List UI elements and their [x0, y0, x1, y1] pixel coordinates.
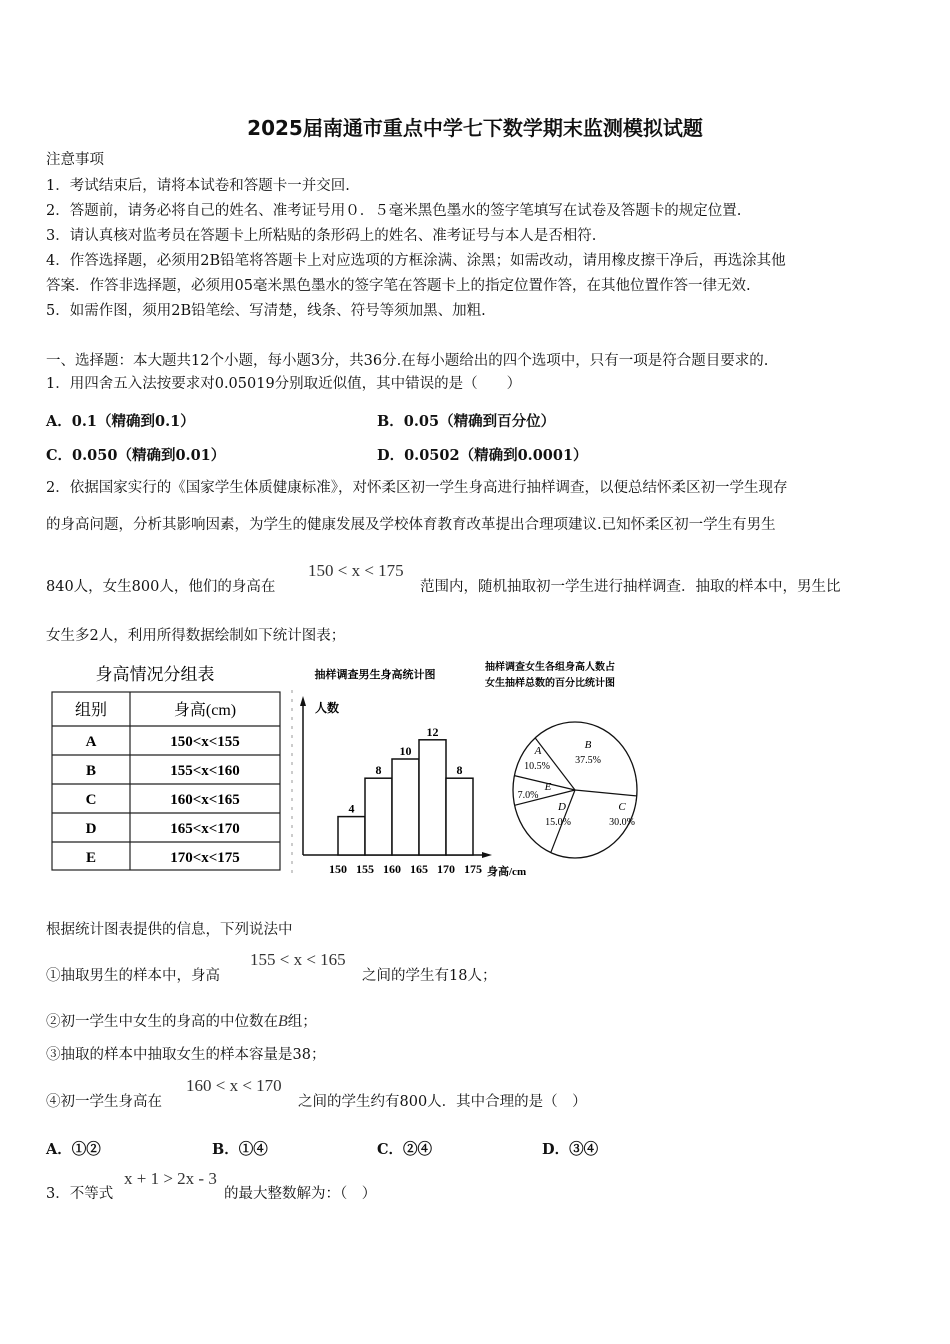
table-cell-height: 150<x<155: [170, 734, 240, 750]
table-cell-height: 170<x<175: [170, 850, 240, 866]
histogram-bar: [446, 778, 473, 855]
x-tick-label: 155: [356, 862, 374, 876]
table-cell-group: A: [85, 734, 97, 750]
pie-slice-name: D: [558, 801, 566, 813]
pie-slice-percent: 10.5%: [524, 761, 550, 772]
statement-2: [46, 1012, 317, 1032]
question-2-line: 2．依据国家实行的《国家学生体质健康标准》，对怀柔区初一学生身高进行抽样调查，以便总结怀柔区初一学生现存: [46, 480, 788, 496]
bar-value-label: 8: [456, 763, 463, 778]
notice-item: 5．如需作图，须用2B铅笔绘、写清楚，线条、符号等须加黑、加粗.: [46, 303, 486, 319]
bar-value-label: 12: [426, 724, 439, 739]
q1-option-b: B．0.05（精确到百分位）: [377, 413, 556, 430]
question-2-line: 范围内，随机抽取初一学生进行抽样调查．抽取的样本中，男生比: [420, 579, 841, 595]
histogram-bar: [419, 740, 446, 855]
math-group: B: [278, 1013, 288, 1030]
pie-title-line1: 抽样调查女生各组身高人数占: [485, 662, 615, 673]
notice-item: 3．请认真核对监考员在答题卡上所粘贴的条形码上的姓名、准考证号与本人是否相符.: [46, 228, 597, 244]
statement-intro: 根据统计图表提供的信息，下列说法中: [46, 922, 293, 938]
statement-1-end: 之间的学生有18人；: [362, 968, 497, 984]
table-header-group: 组别: [74, 702, 108, 719]
notice-item: 2．答题前，请务必将自己的姓名、准考证号用０．５毫米黑色墨水的签字笔填写在试卷及答题卡的规定位置.: [46, 203, 742, 219]
question-2-line: 女生多2人，利用所得数据绘制如下统计图表；: [46, 628, 346, 644]
histogram-title: 抽样调查男生身高统计图: [314, 669, 436, 681]
math-inequality: 160 < x < 170: [186, 1076, 282, 1095]
x-tick-label: 170: [437, 862, 455, 876]
table-cell-group: D: [85, 821, 97, 837]
math-inequality: 155 < x < 165: [250, 950, 346, 969]
math-inequality: x + 1 > 2x - 3: [124, 1169, 217, 1188]
bar-value-label: 4: [348, 801, 355, 816]
table-header-height: 身高(cm): [173, 702, 237, 719]
question-3-stem: 3．不等式: [46, 1186, 114, 1202]
text: ②初一学生中女生的身高的中位数在: [46, 1014, 278, 1030]
notice-item: 4．作答选择题，必须用2B铅笔将答题卡上对应选项的方框涂满、涂黑；如需改动，请用橡皮擦干净后，再选涂其他: [46, 253, 786, 269]
notice-heading: 注意事项: [46, 152, 104, 168]
table-cell-height: 160<x<165: [170, 792, 240, 808]
histogram-bar: [392, 759, 419, 855]
table-cell-height: 165<x<170: [170, 821, 240, 837]
q1-option-d: D．0.0502（精确到0.0001）: [377, 447, 588, 464]
text: 组；: [287, 1014, 317, 1030]
pie-slice-percent: 15.0%: [545, 817, 571, 828]
q2-option-d: D．③④: [542, 1141, 599, 1158]
pie-slice-percent: 30.0%: [609, 817, 635, 828]
x-tick-label: 160: [383, 862, 401, 876]
pie-slice-name: A: [534, 745, 542, 757]
text: ①抽取男生的样本中，身高: [46, 968, 220, 984]
table-cell-height: 155<x<160: [170, 763, 240, 779]
statement-4: ④初一学生身高在: [46, 1094, 162, 1110]
x-tick-label: 175: [464, 862, 482, 876]
pie-slice-name: E: [544, 781, 552, 793]
pie-title-line2: 女生抽样总数的百分比统计图: [485, 678, 615, 689]
x-tick-label: 150: [329, 862, 347, 876]
q2-option-c: C．②④: [377, 1141, 433, 1158]
x-axis-arrow: [482, 852, 492, 858]
question-2-line: [46, 577, 275, 597]
text: 840人，女生800人，他们的身高在: [46, 579, 276, 595]
pie-slice-name: B: [584, 739, 592, 751]
statement-4-end: 之间的学生约有800人．其中合理的是（ ）: [298, 1094, 587, 1110]
table-cell-group: E: [85, 850, 97, 866]
histogram-ylabel: 人数: [315, 701, 340, 715]
question-1-stem: 1．用四舍五入法按要求对0.05019分别取近似值，其中错误的是（ ）: [46, 376, 522, 392]
statement-3: ③抽取的样本中抽取女生的样本容量是38；: [46, 1047, 326, 1063]
y-axis-arrow: [300, 696, 306, 706]
question-3-end: 的最大整数解为：（ ）: [224, 1186, 377, 1202]
q2-option-b: B．①④: [212, 1141, 268, 1158]
table-title: 身高情况分组表: [95, 665, 215, 684]
histogram-bar: [365, 778, 392, 855]
page-title: 2025届南通市重点中学七下数学期末监测模拟试题: [247, 116, 703, 140]
bar-value-label: 8: [375, 763, 382, 778]
histogram-bar: [338, 817, 365, 855]
x-tick-label: 165: [410, 862, 428, 876]
q2-option-a: A．①②: [46, 1141, 101, 1158]
notice-item: 1．考试结束后，请将本试卷和答题卡一并交回.: [46, 178, 350, 194]
section-heading: 一、选择题：本大题共12个小题，每小题3分，共36分.在每小题给出的四个选项中，只有一项是符合题目要求的.: [46, 353, 769, 369]
pie-slice-percent: 7.0%: [517, 790, 539, 801]
pie-slice-name: C: [618, 801, 626, 813]
table-cell-group: B: [85, 763, 97, 779]
pie-slice-percent: 37.5%: [575, 755, 601, 766]
question-2-line: 的身高问题，分析其影响因素，为学生的健康发展及学校体育教育改革提出合理项建议.已知怀柔区初一学生有男生: [46, 517, 776, 533]
histogram-xlabel: 身高/cm: [487, 866, 527, 878]
notice-item: 答案．作答非选择题，必须用05毫米黑色墨水的签字笔在答题卡上的指定位置作答，在其他位置作答一律无效.: [46, 278, 751, 294]
statistics-figure: [40, 650, 680, 885]
q1-option-c: C．0.050（精确到0.01）: [46, 447, 226, 464]
statement-1: [46, 966, 220, 986]
math-inequality: 150 < x < 175: [308, 561, 404, 580]
q1-option-a: A．0.1（精确到0.1）: [46, 413, 195, 430]
table-cell-group: C: [85, 792, 97, 808]
bar-value-label: 10: [399, 744, 412, 758]
